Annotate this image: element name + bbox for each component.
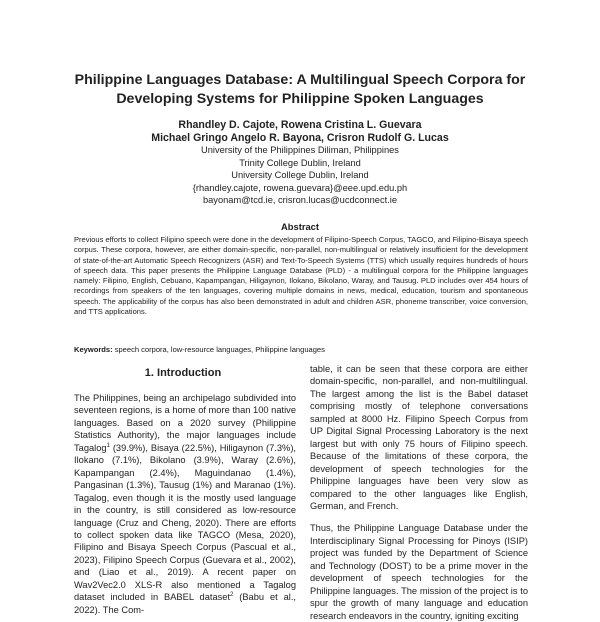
- intro-text-a: The Philippines, being an archipelago subdivided into seventeen regions, is a home of more than 100 native languages. Based on a 2020 survey (Philippine Statistics Authority), the major languages include Tagalog: [74, 393, 296, 453]
- author-line-2: Michael Gringo Angelo R. Bayona, Crisron Rudolf G. Lucas: [151, 132, 449, 144]
- keywords-text: speech corpora, low-resource languages, Philippine languages: [114, 345, 325, 354]
- intro-paragraph-1: [74, 392, 296, 616]
- author-list: [40, 119, 560, 145]
- intro-paragraph-3: Thus, the Philippine Language Database under the Interdisciplinary Signal Processing for Pinoys (ISIP) project was funded by the Department of Science and Technology (DOST) to be a prime mover in the development of speech technologies for the Philippine languages. The mission of the project is to spur the growth of many language and education research endeavors in the country, igniting exciting: [310, 523, 528, 621]
- abstract-text: Previous efforts to collect Filipino speech were done in the development of Filipino-Speech Corpus, TAGCO, and Filipino-Bisaya speech corpus. These corpora, however, are either domain-specific, non-parallel, non-multilingual or relatively insufficient for the development of state-of-the-art Automatic Speech Recognizers (ASR) and Text-To-Speech Systems (TTS) which usually requires hundreds of hours of speech data. This paper presents the Philippine Language Database (PLD) - a multilingual corpora for the Philippine languages namely: Filipino, English, Cebuano, Kapampangan, Hiligaynon, Ilokano, Bikolano, Waray, and Tausug. PLD includes over 454 hours of recordings from speakers of the ten languages, covering multiple domains in news, medical, education, tourism and spontaneous speech. The applicability of the corpus has also been demonstrated in adult and children ASR, phoneme transcriber, voice conversion, and TTS applications.: [74, 235, 528, 317]
- abstract-heading: Abstract: [280, 221, 320, 232]
- email-line-1: {rhandley.cajote, rowena.guevara}@eee.upd.edu.ph: [192, 182, 408, 193]
- email-line-2: bayonam@tcd.ie, crisron.lucas@ucdconnect.ie: [202, 195, 398, 206]
- keywords-label: Keywords:: [74, 345, 113, 354]
- footnote-mark-2: 2: [230, 592, 234, 599]
- keywords: [74, 345, 528, 355]
- intro-text-c: (Babu et al., 2022). The Com-: [74, 592, 296, 615]
- intro-text-b: (39.9%), Bisaya (22.5%), Hiligaynon (7.3%), Ilokano (7.1%), Bikolano (3.9%), Waray (2.6%), Kapampangan (2.4%), Maguindanao (1.4%), Pangasinan (1.3%), Tausug (1%) and Maranao (1%). Tagalog, even though it is the mostly used language in the country, is still considered as low-resource language (Cruz and Cheng, 2020). There are efforts to collect spoken data like TAGCO (Mesa, 2020), Filipino and Bisaya Speech Corpus (Pascual et al., 2023), Filipino Speech Corpus (Guevara et al., 2002), and (Liao et al., 2019). A recent paper on Wav2Vec2.0 XLS-R also mentioned a Tagalog dataset included in BABEL dataset: [74, 442, 296, 603]
- affiliation-3: University College Dublin, Ireland: [231, 170, 369, 181]
- paper-title: Philippine Languages Database: A Multilingual Speech Corpora for Developing Systems for Philippine Spoken Languages: [74, 72, 526, 107]
- intro-left-column: [74, 392, 296, 616]
- affiliations: [40, 144, 560, 207]
- intro-right-column: [310, 363, 528, 622]
- author-line-1: Rhandley D. Cajote, Rowena Cristina L. Guevara: [178, 119, 422, 131]
- section-heading: 1. Introduction: [144, 367, 222, 379]
- footnote-mark: 1: [106, 442, 110, 449]
- affiliation-1: University of the Philippines Diliman, Philippines: [201, 145, 399, 155]
- intro-paragraph-2: table, it can be seen that these corpora are either domain-specific, non-parallel, and non-multilingual. The largest among the list is the Babel dataset comprising mostly of telephone conversations sampled at 8000 Hz. Filipino Speech Corpus from UP Digital Signal Processing Laboratory is the next largest but with only 75 hours of Filipino speech. Because of the limitations of these corpora, the development of speech technologies for the Philippine languages have been very slow as compared to the other languages like English, German, and French.: [310, 364, 528, 511]
- affiliation-2: Trinity College Dublin, Ireland: [239, 157, 361, 168]
